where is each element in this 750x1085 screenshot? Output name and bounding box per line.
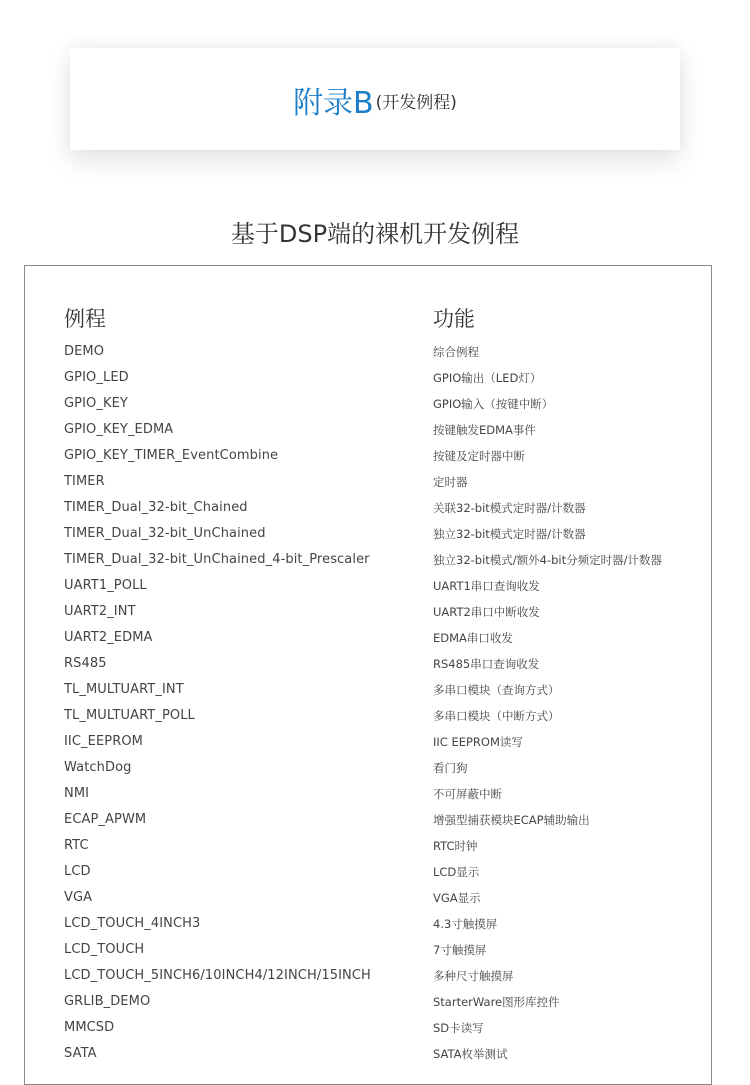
table-row bbox=[0, 729, 750, 755]
example-name: RS485 bbox=[64, 656, 107, 671]
appendix-title: 附录B bbox=[293, 86, 374, 121]
section-title: 基于DSP端的裸机开发例程 bbox=[230, 220, 520, 248]
example-name: ECAP_APWM bbox=[64, 812, 147, 827]
example-name: GRLIB_DEMO bbox=[64, 994, 151, 1009]
example-name: UART2_EDMA bbox=[64, 630, 153, 645]
table-row bbox=[0, 1015, 750, 1041]
table-row bbox=[0, 495, 750, 521]
table-row bbox=[0, 547, 750, 573]
example-function: 多串口模块（查询方式） bbox=[433, 683, 560, 697]
table-row bbox=[0, 807, 750, 833]
example-function: VGA显示 bbox=[433, 891, 481, 905]
example-function: 独立32-bit模式/额外4-bit分频定时器/计数器 bbox=[433, 553, 663, 567]
table-rows bbox=[0, 339, 750, 1067]
banner-title bbox=[0, 78, 750, 122]
example-name: GPIO_LED bbox=[64, 370, 129, 385]
example-function: 按键触发EDMA事件 bbox=[433, 423, 536, 437]
table-row bbox=[0, 833, 750, 859]
example-name: TL_MULTUART_INT bbox=[64, 682, 184, 697]
example-function: UART1串口查询收发 bbox=[433, 579, 540, 593]
example-function: 看门狗 bbox=[433, 761, 468, 775]
table-row bbox=[0, 755, 750, 781]
example-name: TIMER bbox=[64, 474, 105, 489]
table-row bbox=[0, 573, 750, 599]
example-name: LCD_TOUCH bbox=[64, 942, 145, 957]
table-row bbox=[0, 599, 750, 625]
example-function: StarterWare图形库控件 bbox=[433, 995, 560, 1009]
example-name: UART1_POLL bbox=[64, 578, 147, 593]
table-row bbox=[0, 365, 750, 391]
table-row bbox=[0, 859, 750, 885]
example-name: VGA bbox=[64, 890, 93, 905]
table-row bbox=[0, 911, 750, 937]
example-name: TIMER_Dual_32-bit_Chained bbox=[64, 500, 248, 515]
example-name: UART2_INT bbox=[64, 604, 136, 619]
example-function: UART2串口中断收发 bbox=[433, 605, 540, 619]
example-name: LCD bbox=[64, 864, 91, 879]
example-function: GPIO输入（按键中断） bbox=[433, 397, 554, 411]
example-function: 增强型捕获模块ECAP辅助输出 bbox=[433, 813, 590, 827]
example-function: 4.3寸触摸屏 bbox=[433, 917, 498, 931]
table-row bbox=[0, 391, 750, 417]
example-function: 7寸触摸屏 bbox=[433, 943, 487, 957]
appendix-banner bbox=[0, 0, 750, 200]
example-function: SD卡读写 bbox=[433, 1021, 484, 1035]
example-name: GPIO_KEY bbox=[64, 396, 128, 411]
example-function: 多串口模块（中断方式） bbox=[433, 709, 560, 723]
example-name: TIMER_Dual_32-bit_UnChained bbox=[64, 526, 266, 541]
table-row bbox=[0, 625, 750, 651]
example-function: 定时器 bbox=[433, 475, 468, 489]
table-row bbox=[0, 937, 750, 963]
example-function: 不可屏蔽中断 bbox=[433, 787, 502, 801]
example-function: 关联32-bit模式定时器/计数器 bbox=[433, 501, 586, 515]
table-row bbox=[0, 651, 750, 677]
example-function: GPIO输出（LED灯） bbox=[433, 371, 542, 385]
example-function: IIC EEPROM读写 bbox=[433, 735, 523, 749]
example-function: RS485串口查询收发 bbox=[433, 657, 540, 671]
table-row bbox=[0, 469, 750, 495]
example-function: SATA枚举测试 bbox=[433, 1047, 508, 1061]
table-row bbox=[0, 339, 750, 365]
example-name: LCD_TOUCH_4INCH3 bbox=[64, 916, 201, 931]
example-name: DEMO bbox=[64, 344, 105, 359]
table-row bbox=[0, 885, 750, 911]
example-name: GPIO_KEY_EDMA bbox=[64, 422, 174, 437]
table-row bbox=[0, 521, 750, 547]
example-function: 独立32-bit模式定时器/计数器 bbox=[433, 527, 586, 541]
example-function: LCD显示 bbox=[433, 865, 480, 879]
example-function: RTC时钟 bbox=[433, 839, 478, 853]
example-name: SATA bbox=[64, 1046, 97, 1061]
example-name: LCD_TOUCH_5INCH6/10INCH4/12INCH/15INCH bbox=[64, 968, 371, 983]
table-row bbox=[0, 989, 750, 1015]
column-header-function: 功能 bbox=[433, 307, 475, 331]
example-function: 按键及定时器中断 bbox=[433, 449, 525, 463]
column-header-name: 例程 bbox=[64, 307, 106, 331]
example-function: 多种尺寸触摸屏 bbox=[433, 969, 514, 983]
example-function: EDMA串口收发 bbox=[433, 631, 513, 645]
table-row bbox=[0, 417, 750, 443]
table-row bbox=[0, 677, 750, 703]
table-row bbox=[0, 1041, 750, 1067]
example-name: GPIO_KEY_TIMER_EventCombine bbox=[64, 448, 279, 463]
table-row bbox=[0, 781, 750, 807]
example-name: MMCSD bbox=[64, 1020, 115, 1035]
example-name: WatchDog bbox=[64, 760, 132, 775]
table-row bbox=[0, 703, 750, 729]
example-name: IIC_EEPROM bbox=[64, 734, 143, 749]
example-name: TL_MULTUART_POLL bbox=[64, 708, 195, 723]
table-row bbox=[0, 443, 750, 469]
table-row bbox=[0, 963, 750, 989]
appendix-subtitle: (开发例程) bbox=[375, 92, 457, 113]
example-name: NMI bbox=[64, 786, 90, 801]
example-name: RTC bbox=[64, 838, 89, 853]
example-name: TIMER_Dual_32-bit_UnChained_4-bit_Prescaler bbox=[64, 552, 370, 567]
example-function: 综合例程 bbox=[433, 345, 479, 359]
